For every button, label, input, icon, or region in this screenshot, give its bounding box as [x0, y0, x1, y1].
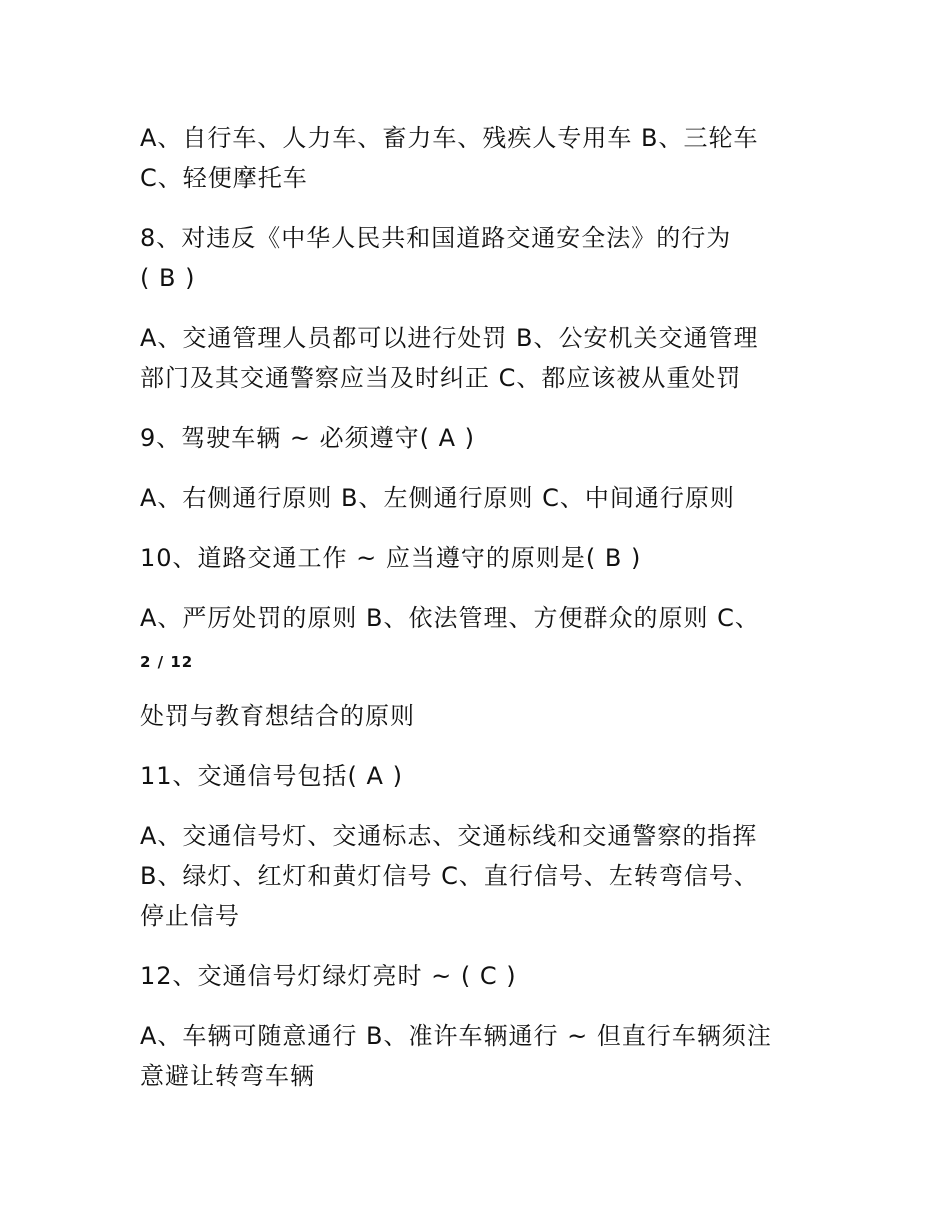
- page-number: 2 / 12: [140, 653, 194, 671]
- text-line: A、自行车、人力车、畜力车、残疾人专用车 B、三轮车: [140, 124, 759, 152]
- text-line: ( B ): [140, 264, 196, 292]
- text-line: 12、交通信号灯绿灯亮时 ~ ( C ): [140, 962, 517, 990]
- text-line: 部门及其交通警察应当及时纠正 C、都应该被从重处罚: [140, 364, 742, 392]
- text-line: A、交通信号灯、交通标志、交通标线和交通警察的指挥: [140, 822, 758, 850]
- answer-options-q12: [140, 1016, 820, 1096]
- answer-options-q10: [140, 598, 820, 638]
- answer-options-q7: [140, 118, 820, 198]
- text-line: 处罚与教育想结合的原则: [140, 702, 415, 730]
- text-line: 9、驾驶车辆 ~ 必须遵守( A ): [140, 424, 476, 452]
- answer-options-q8: [140, 318, 820, 398]
- answer-options-q10-continued: [140, 696, 820, 736]
- question-9: [140, 418, 820, 458]
- text-line: 停止信号: [140, 902, 240, 930]
- text-line: A、车辆可随意通行 B、准许车辆通行 ~ 但直行车辆须注: [140, 1022, 772, 1050]
- text-line: A、严厉处罚的原则 B、依法管理、方便群众的原则 C、: [140, 604, 760, 632]
- document-content: [140, 118, 820, 1116]
- text-line: A、交通管理人员都可以进行处罚 B、公安机关交通管理: [140, 324, 759, 352]
- text-line: C、轻便摩托车: [140, 164, 308, 192]
- question-12: [140, 956, 820, 996]
- text-line: 意避让转弯车辆: [140, 1062, 315, 1090]
- text-line: A、右侧通行原则 B、左侧通行原则 C、中间通行原则: [140, 484, 735, 512]
- text-line: B、绿灯、红灯和黄灯信号 C、直行信号、左转弯信号、: [140, 862, 759, 890]
- text-line: 10、道路交通工作 ~ 应当遵守的原则是( B ): [140, 544, 642, 572]
- text-line: 8、对违反《中华人民共和国道路交通安全法》的行为: [140, 224, 732, 252]
- answer-options-q11: [140, 816, 820, 936]
- answer-options-q9: [140, 478, 820, 518]
- question-11: [140, 756, 820, 796]
- text-line: 11、交通信号包括( A ): [140, 762, 403, 790]
- question-8: [140, 218, 820, 298]
- question-10: [140, 538, 820, 578]
